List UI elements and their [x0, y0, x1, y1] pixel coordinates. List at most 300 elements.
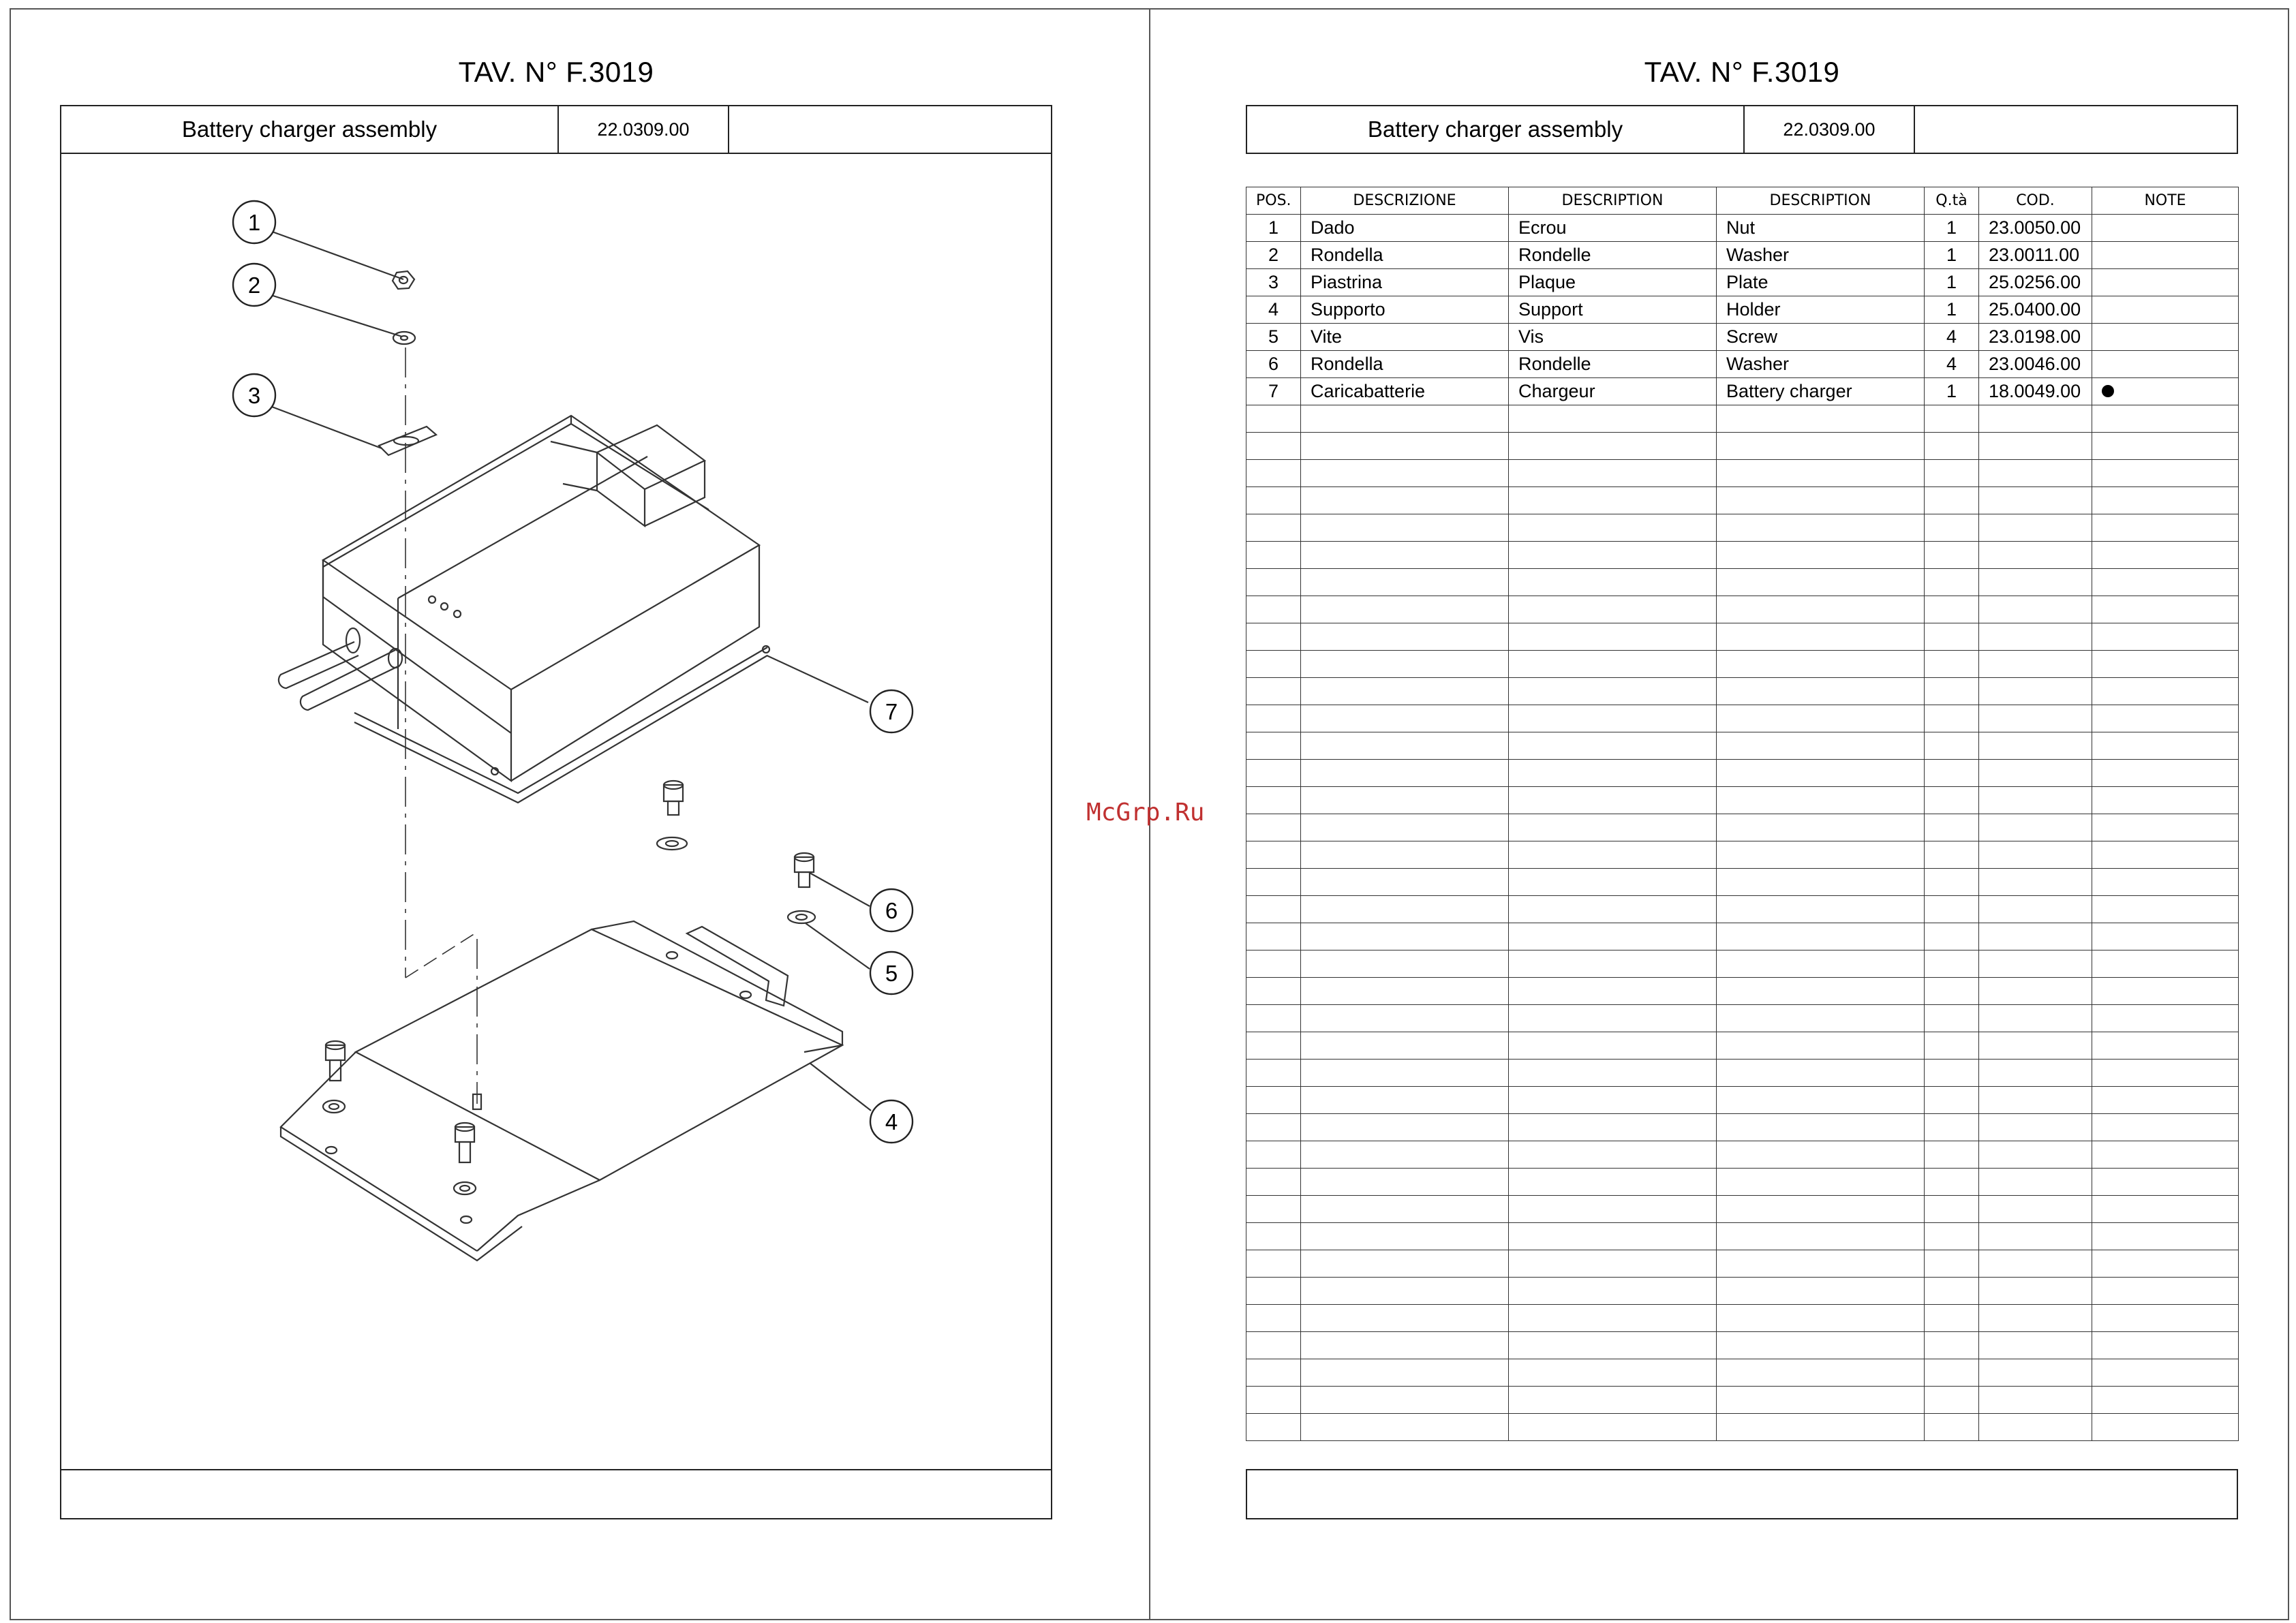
table-row: [1246, 378, 2239, 405]
empty-cell: [1509, 1196, 1717, 1223]
empty-cell: [1246, 1414, 1301, 1441]
empty-cell: [1246, 1359, 1301, 1387]
empty-cell: [1301, 678, 1509, 705]
empty-cell: [2092, 1250, 2239, 1278]
empty-cell: [1509, 869, 1717, 896]
row-note: [2092, 269, 2239, 296]
empty-table-row: [1246, 623, 2239, 651]
empty-table-row: [1246, 923, 2239, 950]
empty-table-row: [1246, 569, 2239, 596]
empty-cell: [1979, 514, 2092, 542]
empty-cell: [1717, 1359, 1925, 1387]
empty-cell: [1925, 542, 1979, 569]
empty-cell: [1301, 787, 1509, 814]
empty-cell: [1509, 651, 1717, 678]
empty-cell: [1925, 405, 1979, 433]
empty-cell: [1717, 651, 1925, 678]
empty-cell: [1979, 787, 2092, 814]
empty-cell: [1717, 487, 1925, 514]
empty-cell: [1717, 569, 1925, 596]
empty-cell: [1925, 433, 1979, 460]
empty-cell: [1301, 651, 1509, 678]
empty-cell: [1717, 732, 1925, 760]
empty-cell: [1246, 405, 1301, 433]
empty-cell: [2092, 1414, 2239, 1441]
empty-cell: [1246, 732, 1301, 760]
empty-cell: [1979, 760, 2092, 787]
empty-cell: [1717, 433, 1925, 460]
empty-cell: [1979, 923, 2092, 950]
empty-cell: [1301, 623, 1509, 651]
empty-cell: [1246, 433, 1301, 460]
empty-cell: [1301, 923, 1509, 950]
empty-cell: [1925, 1114, 1979, 1141]
empty-cell: [1301, 732, 1509, 760]
empty-cell: [1246, 1005, 1301, 1032]
empty-cell: [1246, 923, 1301, 950]
row-descrizione: Caricabatterie: [1301, 378, 1509, 405]
empty-cell: [1717, 1087, 1925, 1114]
empty-cell: [1979, 1060, 2092, 1087]
empty-cell: [1717, 1305, 1925, 1332]
empty-cell: [1509, 732, 1717, 760]
row-descrizione: Supporto: [1301, 296, 1509, 324]
empty-cell: [1301, 542, 1509, 569]
empty-cell: [1717, 1005, 1925, 1032]
empty-table-row: [1246, 1305, 2239, 1332]
right-footer-box: [1246, 1469, 2238, 1519]
empty-table-row: [1246, 950, 2239, 978]
empty-cell: [2092, 978, 2239, 1005]
empty-cell: [1509, 978, 1717, 1005]
row-description-en: Nut: [1717, 215, 1925, 242]
empty-cell: [1717, 1114, 1925, 1141]
empty-table-row: [1246, 1196, 2239, 1223]
empty-cell: [1717, 814, 1925, 841]
empty-cell: [1979, 1414, 2092, 1441]
empty-cell: [1509, 896, 1717, 923]
empty-cell: [1246, 1032, 1301, 1060]
empty-cell: [1301, 1060, 1509, 1087]
empty-cell: [1246, 678, 1301, 705]
empty-cell: [1925, 1414, 1979, 1441]
empty-cell: [1979, 569, 2092, 596]
empty-cell: [1925, 569, 1979, 596]
empty-table-row: [1246, 460, 2239, 487]
empty-cell: [1925, 923, 1979, 950]
empty-cell: [1301, 1414, 1509, 1441]
empty-cell: [1717, 1141, 1925, 1169]
empty-cell: [1301, 1114, 1509, 1141]
col-descrizione: DESCRIZIONE: [1301, 187, 1509, 215]
empty-cell: [1509, 1359, 1717, 1387]
empty-cell: [1717, 1169, 1925, 1196]
empty-cell: [1979, 405, 2092, 433]
empty-cell: [1979, 1250, 2092, 1278]
empty-cell: [1979, 732, 2092, 760]
row-code: 23.0050.00: [1979, 215, 2092, 242]
empty-table-row: [1246, 1169, 2239, 1196]
row-descrizione: Rondella: [1301, 351, 1509, 378]
empty-cell: [1979, 896, 2092, 923]
empty-cell: [2092, 1005, 2239, 1032]
empty-cell: [1979, 1359, 2092, 1387]
col-description-fr: DESCRIPTION: [1509, 187, 1717, 215]
empty-cell: [1717, 869, 1925, 896]
row-descrizione: Vite: [1301, 324, 1509, 351]
empty-cell: [2092, 732, 2239, 760]
empty-table-row: [1246, 542, 2239, 569]
row-description-en: Plate: [1717, 269, 1925, 296]
empty-cell: [1925, 1250, 1979, 1278]
row-description-fr: Chargeur: [1509, 378, 1717, 405]
empty-cell: [1246, 1141, 1301, 1169]
empty-cell: [1925, 1359, 1979, 1387]
empty-table-row: [1246, 978, 2239, 1005]
empty-cell: [1509, 1169, 1717, 1196]
empty-cell: [1509, 1414, 1717, 1441]
row-description-fr: Ecrou: [1509, 215, 1717, 242]
empty-cell: [1979, 1032, 2092, 1060]
empty-cell: [1925, 1005, 1979, 1032]
empty-cell: [1509, 487, 1717, 514]
row-note: [2092, 324, 2239, 351]
empty-table-row: [1246, 1332, 2239, 1359]
table-row: [1246, 351, 2239, 378]
empty-cell: [2092, 896, 2239, 923]
row-pos: 2: [1246, 242, 1301, 269]
empty-cell: [1301, 1278, 1509, 1305]
empty-cell: [1717, 978, 1925, 1005]
empty-cell: [2092, 705, 2239, 732]
empty-cell: [1509, 705, 1717, 732]
empty-cell: [1925, 1223, 1979, 1250]
empty-cell: [1301, 1223, 1509, 1250]
empty-cell: [1246, 514, 1301, 542]
row-code: 18.0049.00: [1979, 378, 2092, 405]
empty-cell: [2092, 542, 2239, 569]
row-qty: 1: [1925, 269, 1979, 296]
empty-cell: [1509, 1387, 1717, 1414]
empty-cell: [1246, 596, 1301, 623]
empty-table-row: [1246, 787, 2239, 814]
empty-cell: [1979, 1196, 2092, 1223]
empty-cell: [1509, 542, 1717, 569]
row-pos: 5: [1246, 324, 1301, 351]
empty-cell: [2092, 1060, 2239, 1087]
empty-cell: [1979, 950, 2092, 978]
empty-cell: [1301, 1141, 1509, 1169]
empty-cell: [1925, 1278, 1979, 1305]
empty-cell: [1979, 460, 2092, 487]
empty-cell: [1717, 923, 1925, 950]
empty-table-row: [1246, 705, 2239, 732]
note-bullet-icon: [2102, 385, 2114, 397]
empty-cell: [1301, 978, 1509, 1005]
empty-cell: [1979, 1278, 2092, 1305]
empty-table-row: [1246, 596, 2239, 623]
empty-cell: [1246, 814, 1301, 841]
empty-cell: [1925, 1087, 1979, 1114]
parts-table-body: [1246, 215, 2239, 1441]
empty-cell: [2092, 678, 2239, 705]
empty-cell: [1301, 896, 1509, 923]
empty-cell: [1717, 1250, 1925, 1278]
empty-table-row: [1246, 405, 2239, 433]
callout-2: 2: [247, 273, 261, 298]
row-code: 23.0198.00: [1979, 324, 2092, 351]
empty-table-row: [1246, 732, 2239, 760]
table-row: [1246, 269, 2239, 296]
empty-cell: [1925, 596, 1979, 623]
row-description-fr: Rondelle: [1509, 242, 1717, 269]
row-code: 23.0046.00: [1979, 351, 2092, 378]
empty-table-row: [1246, 1359, 2239, 1387]
row-descrizione: Dado: [1301, 215, 1509, 242]
empty-table-row: [1246, 1060, 2239, 1087]
empty-cell: [1509, 1223, 1717, 1250]
empty-cell: [1509, 514, 1717, 542]
empty-cell: [1925, 732, 1979, 760]
watermark: McGrp.Ru: [1086, 799, 1205, 826]
parts-table: [1246, 187, 2239, 1441]
empty-cell: [1979, 1387, 2092, 1414]
empty-cell: [1509, 1332, 1717, 1359]
empty-cell: [1979, 841, 2092, 869]
empty-cell: [2092, 760, 2239, 787]
empty-table-row: [1246, 1223, 2239, 1250]
empty-cell: [1925, 760, 1979, 787]
left-header-code: 22.0309.00: [557, 106, 729, 153]
empty-cell: [2092, 1196, 2239, 1223]
empty-cell: [2092, 569, 2239, 596]
empty-cell: [1301, 1196, 1509, 1223]
empty-cell: [1246, 1223, 1301, 1250]
empty-cell: [2092, 433, 2239, 460]
row-note: [2092, 378, 2239, 405]
empty-table-row: [1246, 869, 2239, 896]
row-qty: 1: [1925, 242, 1979, 269]
empty-cell: [1509, 678, 1717, 705]
empty-cell: [1246, 869, 1301, 896]
empty-cell: [1979, 1305, 2092, 1332]
right-header: [1246, 105, 2238, 154]
empty-cell: [1925, 1196, 1979, 1223]
empty-cell: [1925, 896, 1979, 923]
empty-cell: [1717, 760, 1925, 787]
row-description-en: Battery charger: [1717, 378, 1925, 405]
row-description-en: Holder: [1717, 296, 1925, 324]
empty-cell: [1979, 978, 2092, 1005]
empty-cell: [2092, 596, 2239, 623]
empty-cell: [1979, 1141, 2092, 1169]
left-title: TAV. N° F.3019: [458, 56, 654, 88]
row-code: 25.0256.00: [1979, 269, 2092, 296]
empty-cell: [2092, 1305, 2239, 1332]
empty-cell: [1301, 1169, 1509, 1196]
row-pos: 6: [1246, 351, 1301, 378]
empty-cell: [1301, 460, 1509, 487]
empty-cell: [2092, 405, 2239, 433]
empty-cell: [1925, 1032, 1979, 1060]
empty-cell: [2092, 814, 2239, 841]
empty-cell: [2092, 1032, 2239, 1060]
empty-table-row: [1246, 1278, 2239, 1305]
empty-cell: [1979, 869, 2092, 896]
empty-cell: [1717, 705, 1925, 732]
row-pos: 3: [1246, 269, 1301, 296]
empty-cell: [1301, 1332, 1509, 1359]
empty-cell: [1246, 760, 1301, 787]
empty-table-row: [1246, 678, 2239, 705]
row-pos: 1: [1246, 215, 1301, 242]
empty-cell: [1979, 705, 2092, 732]
empty-cell: [1925, 514, 1979, 542]
empty-table-row: [1246, 896, 2239, 923]
row-description-en: Washer: [1717, 351, 1925, 378]
empty-cell: [2092, 1114, 2239, 1141]
empty-cell: [1301, 760, 1509, 787]
empty-cell: [2092, 1087, 2239, 1114]
empty-table-row: [1246, 760, 2239, 787]
row-pos: 4: [1246, 296, 1301, 324]
empty-cell: [1979, 487, 2092, 514]
row-code: 23.0011.00: [1979, 242, 2092, 269]
empty-cell: [1979, 596, 2092, 623]
empty-cell: [1925, 1387, 1979, 1414]
row-note: [2092, 215, 2239, 242]
empty-table-row: [1246, 1250, 2239, 1278]
row-qty: 4: [1925, 324, 1979, 351]
empty-cell: [1717, 1332, 1925, 1359]
empty-cell: [1925, 787, 1979, 814]
empty-cell: [1979, 1223, 2092, 1250]
empty-cell: [1246, 460, 1301, 487]
empty-table-row: [1246, 1087, 2239, 1114]
empty-cell: [1509, 1114, 1717, 1141]
empty-cell: [1717, 896, 1925, 923]
empty-cell: [2092, 623, 2239, 651]
empty-cell: [1979, 1005, 2092, 1032]
empty-cell: [1979, 433, 2092, 460]
row-qty: 1: [1925, 378, 1979, 405]
empty-cell: [1246, 1169, 1301, 1196]
callout-1: 1: [247, 210, 261, 235]
empty-cell: [2092, 1387, 2239, 1414]
empty-cell: [2092, 787, 2239, 814]
empty-cell: [1246, 1114, 1301, 1141]
empty-cell: [1301, 487, 1509, 514]
empty-cell: [2092, 514, 2239, 542]
empty-cell: [1301, 1087, 1509, 1114]
empty-cell: [1717, 596, 1925, 623]
table-row: [1246, 296, 2239, 324]
empty-cell: [1717, 678, 1925, 705]
empty-table-row: [1246, 514, 2239, 542]
empty-cell: [1717, 460, 1925, 487]
col-description-en: DESCRIPTION: [1717, 187, 1925, 215]
empty-cell: [1509, 1250, 1717, 1278]
empty-cell: [1246, 1087, 1301, 1114]
left-header-name: Battery charger assembly: [181, 117, 438, 142]
empty-cell: [1301, 869, 1509, 896]
empty-cell: [1925, 950, 1979, 978]
empty-cell: [1925, 1141, 1979, 1169]
empty-cell: [1717, 950, 1925, 978]
row-note: [2092, 351, 2239, 378]
empty-cell: [1509, 460, 1717, 487]
empty-cell: [1925, 1332, 1979, 1359]
empty-cell: [1301, 569, 1509, 596]
empty-cell: [1979, 678, 2092, 705]
row-description-fr: Rondelle: [1509, 351, 1717, 378]
table-row: [1246, 215, 2239, 242]
empty-cell: [2092, 1169, 2239, 1196]
empty-cell: [1246, 1387, 1301, 1414]
empty-cell: [1246, 978, 1301, 1005]
empty-cell: [1717, 1223, 1925, 1250]
empty-cell: [2092, 923, 2239, 950]
empty-cell: [1246, 623, 1301, 651]
empty-cell: [1301, 433, 1509, 460]
empty-cell: [1979, 651, 2092, 678]
empty-cell: [1925, 460, 1979, 487]
empty-cell: [1979, 1332, 2092, 1359]
empty-cell: [1301, 814, 1509, 841]
empty-cell: [1246, 841, 1301, 869]
empty-cell: [1925, 814, 1979, 841]
empty-cell: [1925, 487, 1979, 514]
empty-table-row: [1246, 814, 2239, 841]
empty-cell: [1925, 705, 1979, 732]
empty-table-row: [1246, 1114, 2239, 1141]
empty-cell: [1925, 1169, 1979, 1196]
empty-table-row: [1246, 1141, 2239, 1169]
row-qty: 4: [1925, 351, 1979, 378]
empty-cell: [2092, 1223, 2239, 1250]
empty-cell: [1925, 623, 1979, 651]
empty-cell: [1925, 678, 1979, 705]
empty-cell: [1509, 1141, 1717, 1169]
empty-cell: [1717, 1387, 1925, 1414]
empty-cell: [1509, 1278, 1717, 1305]
row-description-fr: Support: [1509, 296, 1717, 324]
table-row: [1246, 242, 2239, 269]
empty-cell: [1979, 1087, 2092, 1114]
col-code: COD.: [1979, 187, 2092, 215]
row-descrizione: Rondella: [1301, 242, 1509, 269]
empty-cell: [1925, 1305, 1979, 1332]
empty-cell: [1509, 787, 1717, 814]
empty-cell: [1717, 1196, 1925, 1223]
empty-cell: [1509, 1087, 1717, 1114]
empty-cell: [1301, 841, 1509, 869]
empty-cell: [1979, 542, 2092, 569]
empty-cell: [1979, 814, 2092, 841]
empty-cell: [1301, 950, 1509, 978]
right-header-code: 22.0309.00: [1743, 106, 1915, 153]
empty-cell: [1509, 950, 1717, 978]
row-description-en: Screw: [1717, 324, 1925, 351]
empty-cell: [1925, 869, 1979, 896]
row-qty: 1: [1925, 215, 1979, 242]
parts-table-header: [1246, 187, 2239, 215]
empty-cell: [1301, 1387, 1509, 1414]
row-description-fr: Plaque: [1509, 269, 1717, 296]
empty-cell: [1246, 705, 1301, 732]
empty-cell: [2092, 1359, 2239, 1387]
empty-cell: [1509, 569, 1717, 596]
